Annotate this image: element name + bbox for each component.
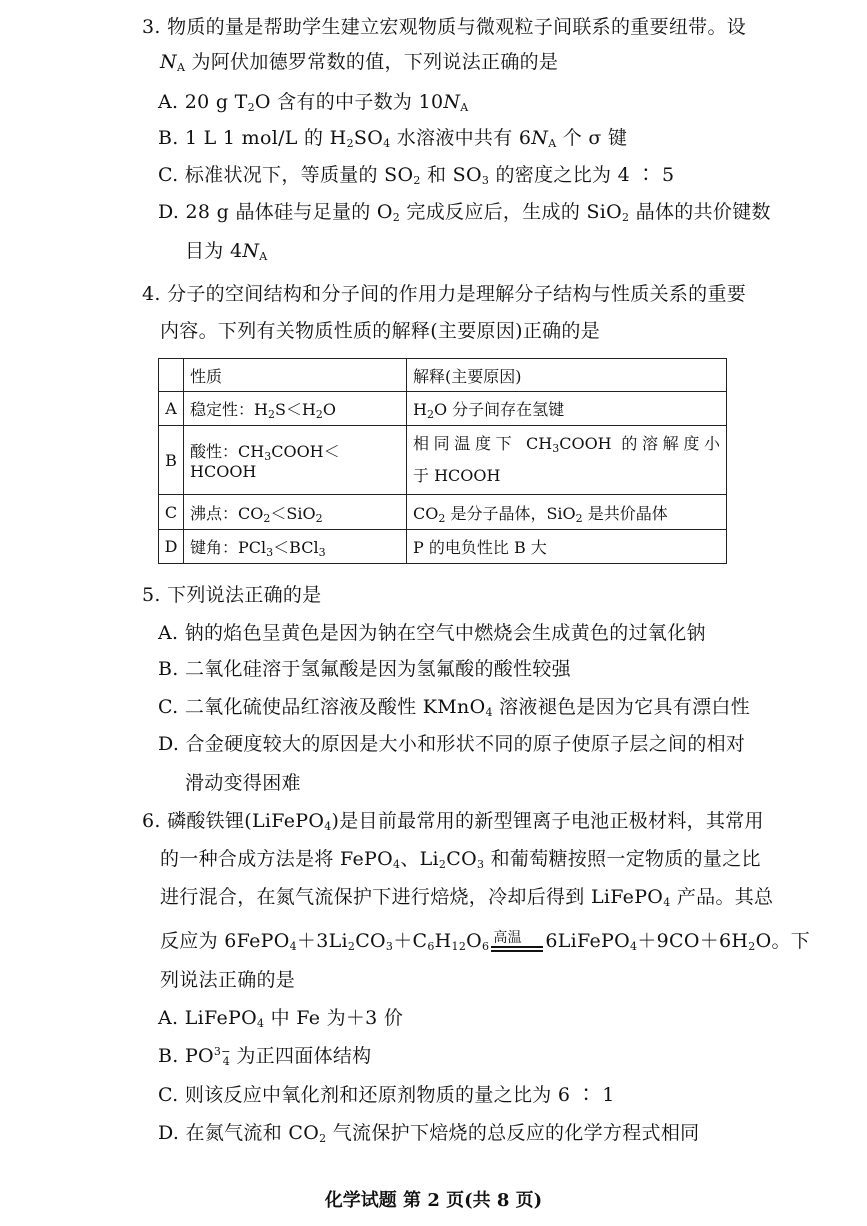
page-footer: 化学试题 第 2 页(共 8 页) — [324, 1190, 543, 1211]
row-key: B — [159, 426, 184, 495]
row-property: 稳定性：$H_2S<H_2O$ — [184, 392, 407, 426]
q3-option-d-line2: 目为 $4N_A$ — [185, 240, 268, 263]
q5-option-c: C. 二氧化硫使品红溶液及酸性 KMnO$_4$ 溶液褪色是因为它具有漂白性 — [158, 696, 751, 719]
row-reason: $H_2O$ 分子间存在氢键 — [407, 392, 727, 426]
q3-option-b: B. 1 L 1 mol/L 的 $H_2SO_4$ 水溶液中共有 $6N_A$ 个 σ 键 — [158, 127, 628, 150]
q6-stem-line2: 的一种合成方法是将 FePO$_4$、$Li_2CO_3$ 和葡萄糖按照一定物质的量之比 — [160, 848, 761, 871]
q3-option-d-line1: D. 28 g 晶体硅与足量的 $O_2$ 完成反应后，生成的 SiO$_2$ 晶体的共价键数 — [158, 201, 771, 224]
q6-equation-line: 反应为 $6FePO_4+3Li_2CO_3+C_6H_{12}O_6$ 高温 $6LiFePO_4+9CO+6H_2O$。下 — [160, 928, 810, 955]
q5-stem: 5. 下列说法正确的是 — [142, 584, 322, 606]
table-row — [159, 392, 727, 426]
q5-option-d-line2: 滑动变得困难 — [185, 772, 301, 794]
properties-table — [158, 358, 727, 564]
q6-stem-line1: 6. 磷酸铁锂(LiFePO$_4$)是目前最常用的新型锂离子电池正极材料，其常用 — [142, 810, 764, 833]
q3-stem-text1: 3. 物质的量是帮助学生建立宏观物质与微观粒子间联系的重要纽带。设 — [142, 16, 747, 38]
reaction-condition-label: 高温 — [493, 930, 522, 946]
header-property: 性质 — [184, 359, 407, 392]
q6-option-c: C. 则该反应中氧化剂和还原剂物质的量之比为 6 ∶ 1 — [158, 1084, 615, 1106]
table-row — [159, 530, 727, 564]
row-reason: 相同温度下 $CH_3COOH$ 的溶解度小 于 HCOOH — [407, 426, 727, 495]
row-reason: P 的电负性比 B 大 — [407, 530, 727, 564]
table-row — [159, 495, 727, 530]
row-reason: $CO_2$ 是分子晶体，SiO$_2$ 是共价晶体 — [407, 495, 727, 530]
q6-stem-line3: 进行混合，在氮气流保护下进行焙烧，冷却后得到 LiFePO$_4$ 产品。其总 — [160, 886, 774, 909]
q6-option-a: A. LiFePO$_4$ 中 Fe 为＋3 价 — [158, 1007, 404, 1030]
reaction-condition-arrow — [489, 929, 545, 955]
q5-option-a: A. 钠的焰色呈黄色是因为钠在空气中燃烧会生成黄色的过氧化钠 — [158, 622, 706, 644]
row-key: A — [159, 392, 184, 426]
q3-stem-line1 — [142, 14, 746, 40]
row-property: 酸性：$CH_3COOH<HCOOH$ — [184, 426, 407, 495]
row-property: 沸点：$CO_2<SiO_2$ — [184, 495, 407, 530]
q4-stem-line2: 内容。下列有关物质性质的解释(主要原因)正确的是 — [160, 320, 601, 342]
q5-option-b: B. 二氧化硅溶于氢氟酸是因为氢氟酸的酸性较强 — [158, 658, 571, 680]
q6-option-b: B. $PO^{3-}_4$ 为正四面体结构 — [158, 1045, 372, 1068]
table-header-row — [159, 359, 727, 392]
row-key: D — [159, 530, 184, 564]
table-row — [159, 426, 727, 495]
q4-stem-line1: 4. 分子的空间结构和分子间的作用力是理解分子结构与性质关系的重要 — [142, 283, 747, 305]
q3-stem-text2: 为阿伏加德罗常数的值，下列说法正确的是 — [191, 51, 559, 73]
q3-option-c: C. 标准状况下，等质量的 $SO_2$ 和 $SO_3$ 的密度之比为 4 ∶ 5 — [158, 164, 675, 187]
q6-stem-line5: 列说法正确的是 — [160, 969, 296, 991]
q5-option-d-line1: D. 合金硬度较大的原因是大小和形状不同的原子使原子层之间的相对 — [158, 733, 746, 755]
row-key: C — [159, 495, 184, 530]
q3-option-a: A. 20 g $T_2O$ 含有的中子数为 $10N_A$ — [158, 91, 469, 114]
q6-option-d: D. 在氮气流和 $CO_2$ 气流保护下焙烧的总反应的化学方程式相同 — [158, 1122, 700, 1145]
header-reason: 解释(主要原因) — [407, 359, 727, 392]
q3-stem-line2: $N_A$ 为阿伏加德罗常数的值，下列说法正确的是 — [160, 51, 559, 74]
row-property: 键角：PCl$_3$＜BCl$_3$ — [184, 530, 407, 564]
